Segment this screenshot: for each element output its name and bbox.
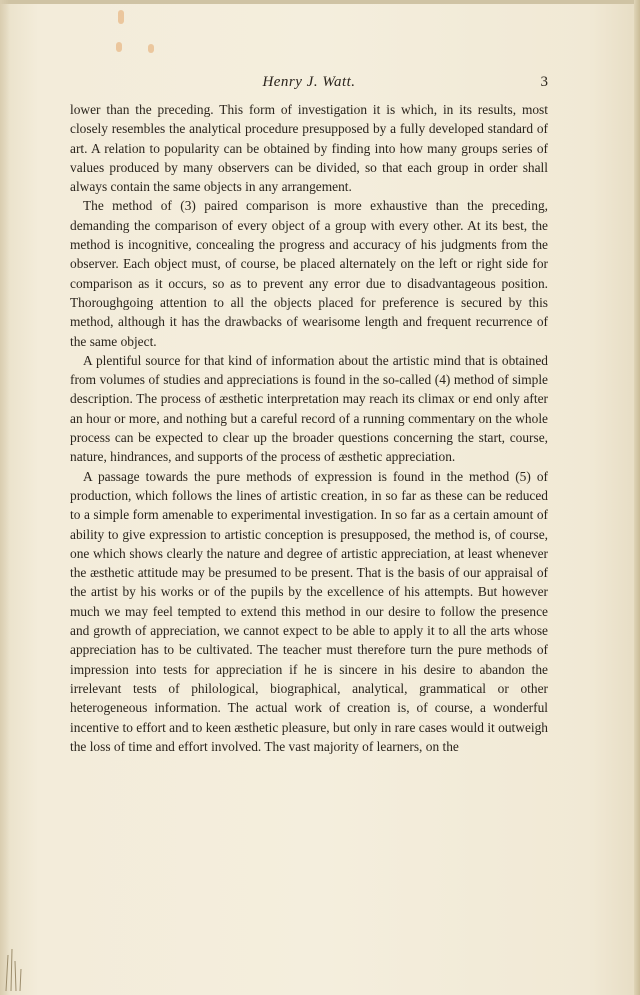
stain-mark: [116, 42, 122, 52]
binding-shadow: [0, 0, 10, 995]
page-right-edge: [634, 0, 640, 995]
page-top-edge: [0, 0, 640, 4]
stain-mark: [148, 44, 154, 53]
spine-threads: [2, 949, 24, 991]
stain-mark: [118, 10, 124, 24]
paragraph: The method of (3) paired comparison is more exhaustive than the preceding, demanding the comparison of every object of a group with every other. At its best, the method is incognitive, concealing the progress and accuracy of his judgments from the observer. Each object must, of course, be placed alternately on the left or right side for comparison as it occurs, so as to prevent any error due to disadvantageous position. Thoroughgoing attention to all the objects placed for preference is secured by this method, although it has the drawbacks of wearisome length and frequent recurrence of the same object.: [70, 198, 548, 349]
running-title: Henry J. Watt.: [262, 74, 356, 90]
paragraph: A plentiful source for that kind of information about the artistic mind that is obtained from volumes of studies and appreciations is found in the so-called (4) method of simple description. The process of æsthetic interpretation may reach its climax or end only after an hour or more, and nothing but a careful record of a running commentary on the whole process can be expected to clear up the broader questions concerning the start, course, nature, hindrances, and supports of the process of æsthetic appreciation.: [70, 352, 548, 465]
page-header: [70, 74, 548, 96]
paragraph: lower than the preceding. This form of investigation it is which, in its results, most closely resembles the analytical procedure presupposed by a fully developed standard of art. A relation to popularity can be obtained by finding into how many groups series of values produced by many observers can be divided, so that each group in order shall always contain the same objects in any arrangement.: [70, 102, 548, 195]
body-text: [70, 100, 548, 756]
page-number: 3: [540, 74, 548, 90]
paragraph: A passage towards the pure methods of expression is found in the method (5) of production, which follows the lines of artistic creation, in so far as these can be reduced to a simple form amenable to experimental investigation. In so far as a certain amount of ability to give expression to artistic conception is presupposed, the method is, of course, one which shows clearly the nature and degree of artistic appreciation, at least whenever the æsthetic attitude may be presumed to be present. That is the basis of our appraisal of the artist by his works or of the pupils by the excellence of his attempts. But however much we may feel tempted to extend this method in our desire to follow the presence and growth of appreciation, we cannot expect to be able to apply it to all the arts whose appreciation has to be cultivated. The teacher must therefore turn the pure methods of impression into tests for appreciation if he is sincere in his desire to abandon the irrelevant tests of philological, biographical, analytical, grammatical or other heterogeneous information. The actual work of creation is, of course, a wonderful incentive to effort and to keen æsthetic pleasure, but only in rare cases would it outweigh the loss of time and effort involved. The vast majority of learners, on the: [70, 468, 548, 754]
